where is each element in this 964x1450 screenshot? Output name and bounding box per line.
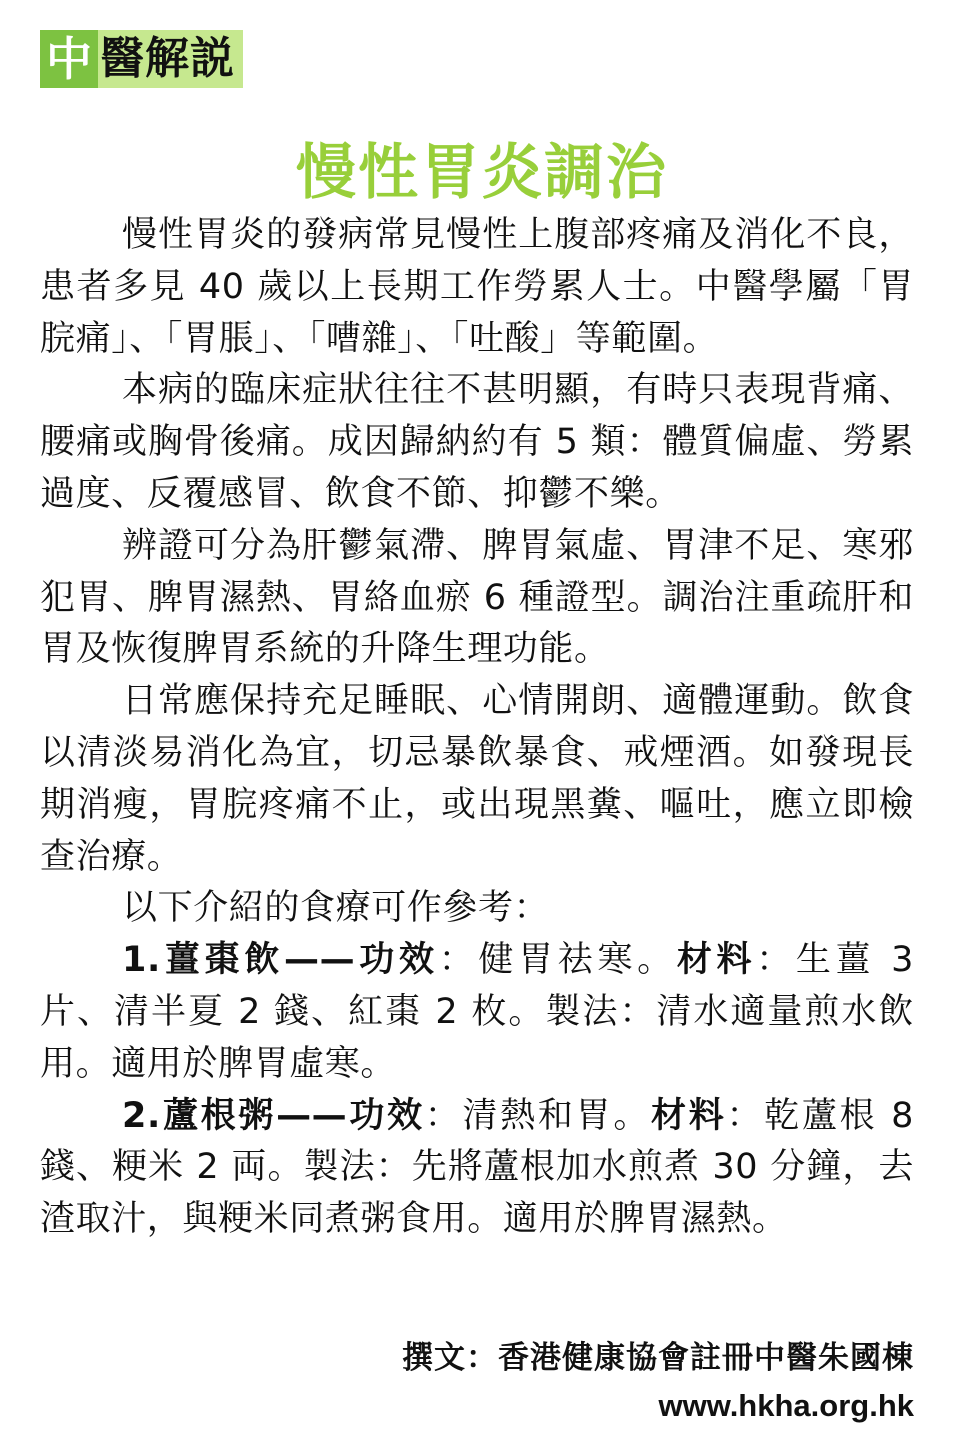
recipe-2-materials-label: 材料 xyxy=(651,1095,727,1136)
paragraph-symptoms: 本病的臨床症狀往往不甚明顯，有時只表現背痛、腰痛或胸骨後痛。成因歸納約有 5 類：體質偏虛、勞累過度、反覆感冒、飲食不節、抑鬱不樂。 xyxy=(40,370,914,514)
article-headline: 慢性胃炎調治 xyxy=(296,138,668,208)
recipe-2-materials: ：乾蘆根 8 錢、粳米 2 両。製法：先將蘆根加水煎煮 30 分鐘，去渣取汁，與粳米同煮粥食用。適用於脾胃濕熱。 xyxy=(40,1095,914,1240)
recipe-1-materials: ：生薑 3 片、清半夏 2 錢、紅棗 2 枚。製法：清水適量煎水飲用。適用於脾胃虛寒。 xyxy=(40,940,914,1084)
paragraph-intro: 慢性胃炎的發病常見慢性上腹部疼痛及消化不良，患者多見 40 歲以上長期工作勞累人士。中醫學屬「胃脘痛」、「胃脹」、「嘈雜」、「吐酸」等範圍。 xyxy=(40,215,914,359)
paragraph-daily-care: 日常應保持充足睡眠、心情開朗、適體運動。飲食以清淡易消化為宜，切忌暴飲暴食、戒煙酒。如發現長期消瘦，胃脘疼痛不止，或出現黑糞、嘔吐，應立即檢查治療。 xyxy=(40,681,914,877)
article-body xyxy=(40,210,914,1246)
column-tag-mark: 中 xyxy=(40,30,98,88)
paragraph-diet-intro: 以下介紹的食療可作參考： xyxy=(122,888,550,929)
recipe-2-effect: ：清熱和胃。 xyxy=(424,1095,652,1136)
recipe-1-materials-label: 材料 xyxy=(676,940,757,981)
recipe-reed-root-congee xyxy=(40,1091,914,1246)
website-url: www.hkha.org.hk xyxy=(658,1388,914,1423)
author-byline: 撰文：香港健康協會註冊中醫朱國棟 xyxy=(402,1340,914,1376)
recipe-1-effect: ：健胃祛寒。 xyxy=(438,940,677,981)
column-tag xyxy=(40,30,243,88)
recipe-1-name: 1.薑棗飲——功效 xyxy=(122,940,439,981)
paragraph-syndromes: 辨證可分為肝鬱氣滯、脾胃氣虛、胃津不足、寒邪犯胃、脾胃濕熱、胃絡血瘀 6 種證型。調治注重疏肝和胃及恢復脾胃系統的升降生理功能。 xyxy=(40,525,914,670)
recipe-ginger-date-drink xyxy=(40,935,914,1090)
column-tag-text: 醫解説 xyxy=(100,33,235,84)
recipe-2-name: 2.蘆根粥——功效 xyxy=(122,1095,425,1136)
